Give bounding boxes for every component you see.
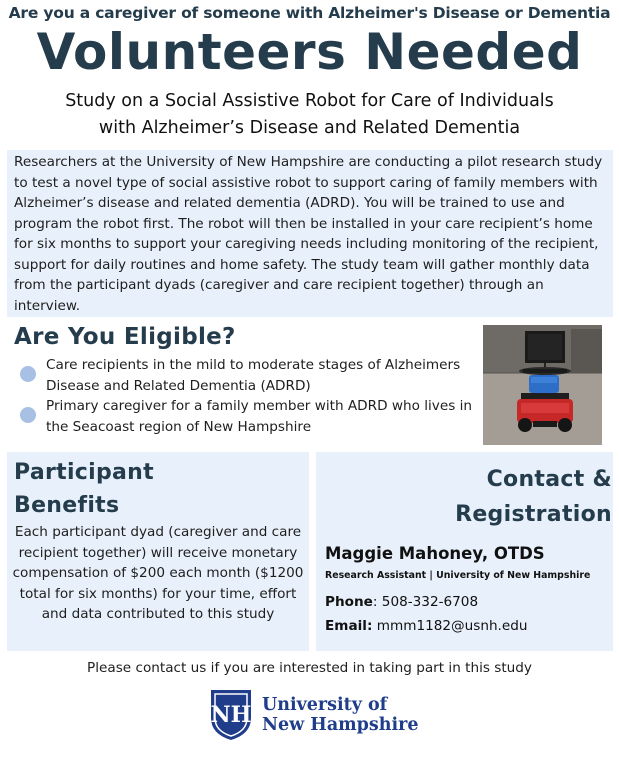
unh-shield-logo-icon (208, 688, 254, 742)
benefits-heading-line-1: Participant (14, 460, 154, 485)
tagline: Are you a caregiver of someone with Alzheimer's Disease or Dementia (8, 4, 611, 22)
robot-photo (483, 325, 602, 445)
contact-name: Maggie Mahoney, OTDS (325, 544, 545, 563)
contact-heading-line-2: Registration (455, 502, 612, 527)
subtitle-line-2: with Alzheimer’s Disease and Related Dementia (98, 118, 521, 138)
logo-monogram: NH (210, 702, 252, 728)
unh-logo (208, 688, 419, 742)
phone-number[interactable]: : 508-332-6708 (372, 594, 479, 610)
study-description: Researchers at the University of New Hampshire are conducting a pilot research study to test a novel type of social assistive robot to support caring of family members with Alzheimer’s disease and related dementia (ADRD). You will be trained to use and program the robot first. The robot will then be installed in your care recipient’s home for six months to support your caregiving needs including monitoring of the recipient, support for daily routines and home safety. The study team will gather monthly data from the participant dyads (caregiver and care recipient together) through an interview. (14, 154, 603, 314)
unh-wordmark (262, 695, 419, 735)
subtitle-line-1: Study on a Social Assistive Robot for Care of Individuals (65, 91, 554, 111)
contact-role: Research Assistant | University of New Hampshire (325, 570, 591, 581)
subtitle (10, 88, 609, 142)
unh-wordmark-line-1: University of (262, 695, 388, 715)
eligibility-item (20, 396, 480, 438)
phone-line (325, 594, 478, 610)
email-address[interactable]: mmm1182@usnh.edu (372, 618, 528, 634)
eligibility-heading: Are You Eligible? (14, 324, 236, 350)
email-label: Email: (325, 618, 373, 634)
eligibility-item (20, 355, 480, 397)
benefits-text: Each participant dyad (caregiver and care recipient together) will receive monetary compensation of $200 each month ($1200 total for six months) for your time, effort and data contributed to this study (12, 524, 304, 622)
contact-heading-line-1: Contact & (486, 467, 612, 492)
email-line (325, 618, 527, 634)
phone-label: Phone (325, 594, 373, 610)
eligibility-item-text: Care recipients in the mild to moderate stages of Alzheimers Disease and Related Dementia (ADRD) (46, 357, 461, 394)
page-title: Volunteers Needed (36, 23, 583, 81)
benefits-heading-line-2: Benefits (14, 493, 120, 518)
robot-image (483, 325, 602, 445)
contact-heading (432, 462, 612, 532)
benefits-heading (14, 456, 154, 522)
circle-bullet-icon (20, 366, 36, 382)
eligibility-item-text: Primary caregiver for a family member with ADRD who lives in the Seacoast region of New Hampshire (46, 398, 473, 435)
circle-bullet-icon (20, 407, 36, 423)
footer-text: Please contact us if you are interested in taking part in this study (87, 660, 532, 676)
unh-wordmark-line-2: New Hampshire (262, 715, 419, 735)
